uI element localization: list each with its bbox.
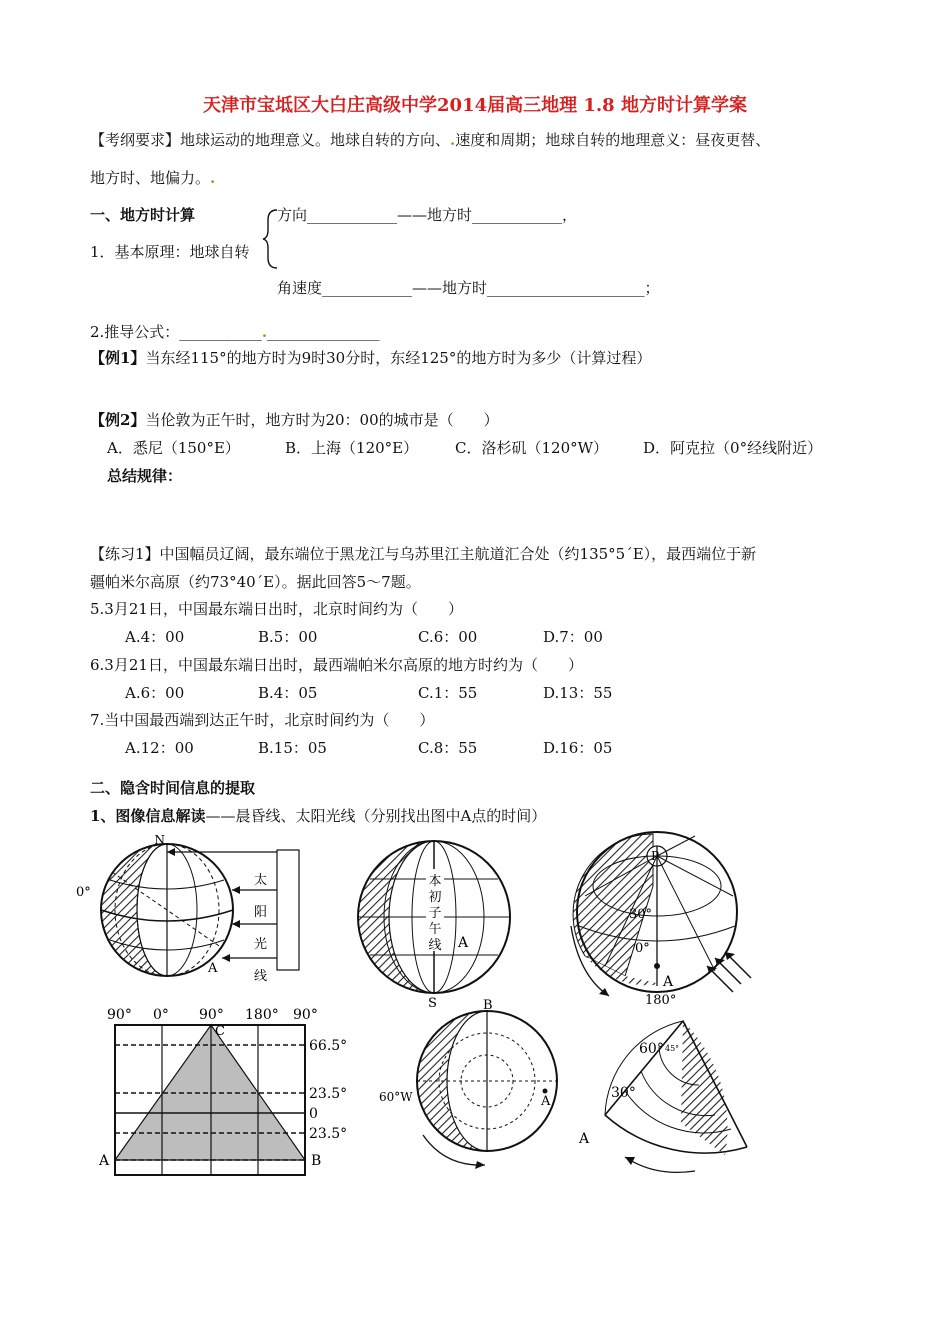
fig6-a-label: A [579, 1131, 590, 1147]
fig1-zero-label: 0° [76, 885, 91, 900]
q6-option-c: C.1：55 [418, 684, 478, 702]
fig6-lat45-label: 45° [665, 1044, 680, 1053]
requirement-line-2 [90, 168, 215, 188]
exercise1-line-2: 疆帕米尔高原（约73°40´E）。据此回答5～7题。 [90, 573, 421, 591]
fig3-lon-label: 180° [645, 993, 677, 1008]
fig3-p-label: P [651, 849, 660, 863]
example2-text: 当伦敦为正午时，地方时为20：00的城市是（ ） [145, 411, 499, 429]
question-6: 6.3月21日，中国最东端日出时，最西端帕米尔高原的地方时约为（ ） [90, 656, 583, 674]
q5-option-d: D.7：00 [543, 628, 603, 646]
fig2-vert-4: 午 [428, 922, 442, 937]
example2-label: 【例2】 [90, 411, 146, 429]
fig6-lat60-label: 60° [639, 1041, 664, 1057]
fig1-sun-3: 光 [254, 937, 268, 952]
exercise1-line-1: 【练习1】中国幅员辽阔，最东端位于黑龙江与乌苏里江主航道汇合处（约135°5´E），最西端位于新 [90, 545, 757, 563]
section2-sub-rest: ——晨昏线、太阳光线（分别找出图中A点的时间） [205, 807, 547, 825]
fig5-lon-label: 60°W [379, 1090, 413, 1104]
fig2-vert-5: 线 [428, 938, 442, 953]
q6-option-d: D.13：55 [543, 684, 613, 702]
example1 [90, 348, 651, 368]
q5-option-a: A.4：00 [125, 628, 185, 646]
brace-icon [262, 208, 282, 270]
q7-option-a: A.12：00 [125, 739, 194, 757]
fig1-n-label: N [154, 833, 165, 847]
figure-1-globe-sunlight [72, 832, 302, 992]
fig1-a-label: A [208, 961, 218, 976]
figure-3-globe-polar-view [565, 826, 755, 1008]
requirement-line-1 [90, 130, 770, 150]
fig4-right-4: 23.5° [309, 1126, 348, 1142]
q5-option-c: C.6：00 [418, 628, 478, 646]
fig4-top-3: 90° [199, 1007, 224, 1023]
fig2-s-label: S [428, 996, 437, 1011]
summary-label: 总结规律： [107, 467, 183, 485]
fig2-vert-1: 本 [428, 874, 442, 889]
formula-line [90, 322, 380, 342]
section1-heading: 一、地方时计算 [90, 206, 196, 224]
angular-line: 角速度____________——地方时_____________________； [277, 279, 660, 297]
requirement-label: 【考纲要求】 [90, 131, 181, 149]
section2-heading: 二、隐含时间信息的提取 [90, 779, 256, 797]
fig4-c-label: C [215, 1024, 225, 1039]
formula-tail: _______________ [267, 323, 380, 341]
direction-line: 方向____________——地方时____________， [277, 206, 578, 224]
q7-option-b: B.15：05 [258, 739, 327, 757]
fig5-a-label: A [541, 1094, 551, 1109]
fig2-vert-3: 子 [428, 906, 442, 921]
fig5-b-label: B [483, 998, 493, 1013]
fig3-a-label: A [663, 974, 674, 990]
figure-5-globe-60w [375, 998, 555, 1175]
requirement-text-1: 地球运动的地理意义。地球自转的方向 [180, 131, 436, 149]
requirement-mark-2: . [450, 131, 456, 149]
figure-2-globe-prime-meridian [350, 835, 530, 1011]
fig4-top-5: 90° [293, 1007, 318, 1023]
example2 [90, 410, 499, 430]
fig2-a-label: A [458, 935, 469, 951]
principle-label: 1．基本原理：地球自转 [90, 243, 250, 261]
question-5: 5.3月21日，中国最东端日出时，北京时间约为（ ） [90, 600, 463, 618]
figure-6-sector-polar-view [575, 1015, 765, 1180]
fig1-sun-4: 线 [254, 969, 268, 984]
q6-option-b: B.4：05 [258, 684, 318, 702]
fig4-right-3: 0 [309, 1106, 318, 1122]
fig3-lat30-label: 30° [629, 907, 653, 922]
fig1-sun-2: 阳 [254, 905, 268, 920]
q7-option-c: C.8：55 [418, 739, 478, 757]
q6-option-a: A.6：00 [125, 684, 185, 702]
figure-4-rectangular-map [95, 1005, 365, 1175]
fig4-right-1: 66.5° [309, 1038, 348, 1054]
question-7: 7.当中国最西端到达正午时，北京时间约为（ ） [90, 711, 435, 729]
section2-sub-bold: 1、图像信息解读 [90, 807, 206, 825]
formula-text: 2.推导公式：___________ [90, 323, 262, 341]
fig4-right-2: 23.5° [309, 1086, 348, 1102]
example2-option-c: C．洛杉矶（120°W） [455, 439, 609, 457]
fig1-sun-1: 太 [254, 873, 268, 888]
fig2-vert-2: 初 [428, 890, 442, 905]
fig4-a-label: A [99, 1153, 110, 1169]
fig4-top-4: 180° [245, 1007, 279, 1023]
requirement-mark-1: 、 [435, 131, 451, 149]
fig4-top-1: 90° [107, 1007, 132, 1023]
requirement-text-2: 速度和周期；地球自转的地理意义：昼夜更替、 [455, 131, 771, 149]
q5-option-b: B.5：00 [258, 628, 318, 646]
formula-mark: . [261, 323, 268, 341]
requirement-text-3: 地方时、地偏力。 [90, 169, 211, 187]
section2-subheading [90, 806, 546, 826]
example1-label: 【例1】 [90, 349, 146, 367]
example2-option-a: A．悉尼（150°E） [107, 439, 240, 457]
requirement-mark-3: . [210, 169, 216, 187]
fig4-top-2: 0° [153, 1007, 169, 1023]
fig3-lat0-label: 0° [635, 941, 650, 956]
fig4-b-label: B [311, 1153, 322, 1169]
q7-option-d: D.16：05 [543, 739, 613, 757]
example2-option-b: B．上海（120°E） [285, 439, 419, 457]
example2-option-d: D．阿克拉（0°经线附近） [643, 439, 823, 457]
fig6-lat30-label: 30° [611, 1085, 636, 1101]
page-title: 天津市宝坻区大白庄高级中学2014届高三地理 1.8 地方时计算学案 [203, 95, 747, 116]
example1-text: 当东经115°的地方时为9时30分时，东经125°的地方时为多少（计算过程） [145, 349, 652, 367]
